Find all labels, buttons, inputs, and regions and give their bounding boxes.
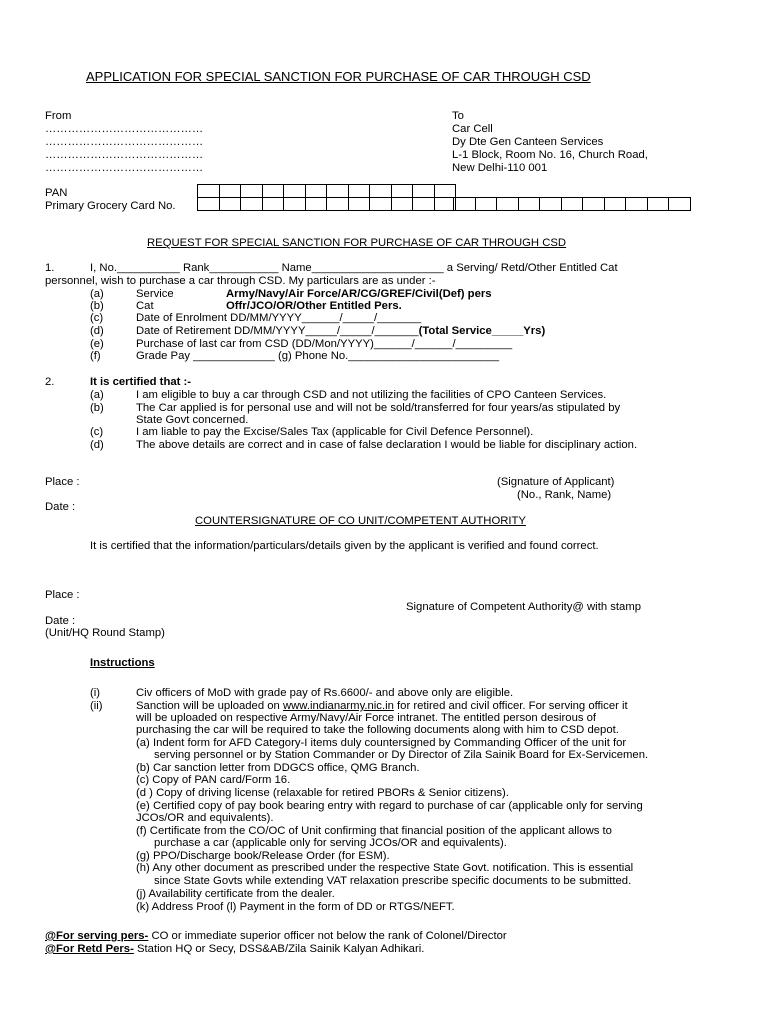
grocery-card-box[interactable]: [348, 198, 370, 211]
grocery-card-box[interactable]: [540, 198, 562, 211]
pan-box[interactable]: [370, 185, 392, 198]
cat-value: Offr/JCO/OR/Other Entitled Pers.: [226, 300, 402, 312]
document-item: (h) Any other document as prescribed under the respective State Govt. notification. This is essential: [136, 862, 634, 874]
para2-number: 2.: [45, 376, 55, 388]
document-item: (e) Certified copy of pay book bearing entry with regard to purchase of car (applicable only for serving: [136, 800, 643, 812]
grocery-card-box[interactable]: [561, 198, 583, 211]
item-key: (b): [90, 402, 104, 414]
place-label: Place :: [45, 589, 80, 601]
pan-grid: [197, 184, 456, 211]
document-item: (g) PPO/Discharge book/Release Order (for ESM).: [136, 850, 390, 862]
grade-pay-phone-field: Grade Pay _____________ (g) Phone No.________________________: [136, 350, 500, 362]
indianarmy-link[interactable]: www.indianarmy.nic.in: [282, 700, 394, 712]
retirement-date-text: Date of Retirement DD/MM/YYYY_____/_____/_______: [136, 325, 419, 337]
authority-signature-label: Signature of Competent Authority@ with stamp: [406, 601, 642, 613]
certification-item: The above details are correct and in case of false declaration I would be liable for disciplinary action.: [136, 439, 638, 451]
service-label: Service: [136, 288, 174, 300]
item-key: (b): [90, 300, 104, 312]
grocery-card-box[interactable]: [370, 198, 392, 211]
grocery-card-box[interactable]: [305, 198, 327, 211]
retirement-date-field: [136, 325, 545, 338]
instruction-item: Civ officers of MoD with grade pay of Rs.6600/- and above only are eligible.: [136, 687, 514, 699]
instruction-item: purchasing the car will be required to take the following documents along with him to CSD depot.: [136, 724, 619, 736]
item-key: (d): [90, 325, 104, 337]
document-item: since State Govts while extending VAT relaxation prescribe specific documents to be submitted.: [154, 875, 632, 887]
instruction-text: Sanction will be uploaded on: [136, 700, 283, 712]
document-item: (c) Copy of PAN card/Form 16.: [136, 774, 291, 786]
grocery-card-box[interactable]: [327, 198, 349, 211]
document-item: (b) Car sanction letter from DDGCS office, QMG Branch.: [136, 762, 420, 774]
document-item: (j) Availability certificate from the dealer.: [136, 888, 335, 900]
grocery-card-box[interactable]: [391, 198, 413, 211]
document-item: (k) Address Proof (l) Payment in the form of DD or RTGS/NEFT.: [136, 901, 455, 913]
footer-note-label: @For serving pers-: [45, 930, 149, 942]
instruction-item: will be uploaded on respective Army/Navy/Air Force intranet. The entitled person desirous of: [136, 712, 597, 724]
pan-box[interactable]: [305, 185, 327, 198]
to-line: Car Cell: [452, 123, 493, 135]
service-value: Army/Navy/Air Force/AR/CG/GREF/Civil(Def) pers: [226, 288, 492, 300]
grocery-card-box[interactable]: [475, 198, 497, 211]
para1-line2: personnel, wish to purchase a car through CSD. My particulars are as under :-: [45, 275, 436, 287]
to-line: New Delhi-110 001: [452, 162, 548, 174]
from-label: From: [45, 110, 72, 122]
pan-label: PAN: [45, 187, 68, 199]
from-line: ……………………………………: [45, 162, 204, 174]
certification-item: I am eligible to buy a car through CSD and not utilizing the facilities of CPO Canteen Services.: [136, 389, 607, 401]
footer-note-text: Station HQ or Secy, DSS&AB/Zila Sainik Kalyan Adhikari.: [133, 943, 425, 955]
to-label: To: [452, 110, 464, 122]
from-line: ……………………………………: [45, 149, 204, 161]
pan-box[interactable]: [241, 185, 263, 198]
to-line: L-1 Block, Room No. 16, Church Road,: [452, 149, 648, 161]
applicant-signature-label: (Signature of Applicant): [497, 476, 615, 488]
pan-box[interactable]: [434, 185, 456, 198]
grocery-card-box[interactable]: [583, 198, 605, 211]
pan-box[interactable]: [284, 185, 306, 198]
grocery-card-box[interactable]: [241, 198, 263, 211]
grocery-card-box[interactable]: [413, 198, 435, 211]
item-key: (a): [90, 288, 104, 300]
grocery-card-box[interactable]: [262, 198, 284, 211]
stamp-label: (Unit/HQ Round Stamp): [45, 627, 165, 639]
date-label: Date :: [45, 501, 76, 513]
pan-box[interactable]: [327, 185, 349, 198]
cat-label: Cat: [136, 300, 154, 312]
pan-box[interactable]: [219, 185, 241, 198]
enrolment-date-field: Date of Enrolment DD/MM/YYYY______/_____/_______: [136, 312, 422, 324]
document-item: (a) Indent form for AFD Category-I items duly countersigned by Commanding Officer of the unit for: [136, 737, 627, 749]
last-car-date-field: Purchase of last car from CSD (DD/Mon/YYYY)______/______/_________: [136, 338, 513, 350]
para1-number: 1.: [45, 262, 55, 274]
document-item: JCOs/OR and equivalents).: [136, 812, 274, 824]
item-key: (ii): [90, 700, 103, 712]
certification-item: The Car applied is for personal use and will not be sold/transferred for four years/as stipulated by: [136, 402, 621, 414]
pan-box[interactable]: [348, 185, 370, 198]
from-line: ……………………………………: [45, 123, 204, 135]
grocery-card-grid-extension: [453, 197, 691, 211]
footer-note-retd: [45, 943, 424, 956]
total-service-field: (Total Service_____Yrs): [418, 325, 546, 337]
place-label: Place :: [45, 476, 80, 488]
grocery-card-box[interactable]: [626, 198, 648, 211]
certification-item: State Govt concerned.: [136, 414, 249, 426]
document-item: (f) Certificate from the CO/OC of Unit confirming that financial position of the applicant allows to: [136, 825, 612, 837]
certified-heading: It is certified that :-: [90, 376, 192, 388]
pan-box[interactable]: [198, 185, 220, 198]
grocery-card-box[interactable]: [647, 198, 669, 211]
grocery-card-box[interactable]: [669, 198, 691, 211]
from-line: ……………………………………: [45, 136, 204, 148]
grocery-card-box[interactable]: [219, 198, 241, 211]
item-key: (d): [90, 439, 104, 451]
countersignature-text: It is certified that the information/particulars/details given by the applicant is verified and found correct.: [90, 540, 599, 552]
grocery-card-box[interactable]: [454, 198, 476, 211]
document-item: serving personnel or by Station Commander or Dy Director of Zila Sainik Board for Ex-Servicemen.: [154, 749, 649, 761]
item-key: (c): [90, 426, 104, 438]
pan-box[interactable]: [413, 185, 435, 198]
item-key: (f): [90, 350, 101, 362]
grocery-card-label: Primary Grocery Card No.: [45, 200, 176, 212]
grocery-card-box[interactable]: [497, 198, 519, 211]
instructions-heading: Instructions: [90, 657, 155, 669]
countersignature-heading: COUNTERSIGNATURE OF CO UNIT/COMPETENT AUTHORITY: [195, 515, 526, 527]
applicant-details-label: (No., Rank, Name): [517, 489, 612, 501]
grocery-card-box[interactable]: [604, 198, 626, 211]
item-key: (e): [90, 338, 104, 350]
footer-note-serving: [45, 930, 507, 943]
item-key: (c): [90, 312, 104, 324]
grocery-card-box[interactable]: [284, 198, 306, 211]
item-key: (a): [90, 389, 104, 401]
grocery-card-box[interactable]: [518, 198, 540, 211]
para1-line1: I, No.__________ Rank___________ Name_____________________ a Serving/ Retd/Other Entitled Cat: [90, 262, 618, 274]
to-line: Dy Dte Gen Canteen Services: [452, 136, 604, 148]
document-item: purchase a car (applicable only for serving JCOs/OR and equivalents).: [154, 837, 507, 849]
pan-box[interactable]: [391, 185, 413, 198]
footer-note-text: CO or immediate superior officer not below the rank of Colonel/Director: [148, 930, 507, 942]
footer-note-label: @For Retd Pers-: [45, 943, 134, 955]
item-key: (i): [90, 687, 101, 699]
date-label: Date :: [45, 615, 76, 627]
document-item: (d ) Copy of driving license (relaxable for retired PBORs & Senior citizens).: [136, 787, 509, 799]
instruction-text: for retired and civil officer. For serving officer it: [393, 700, 628, 712]
request-heading: REQUEST FOR SPECIAL SANCTION FOR PURCHASE OF CAR THROUGH CSD: [147, 237, 567, 249]
pan-box[interactable]: [262, 185, 284, 198]
grocery-card-box[interactable]: [198, 198, 220, 211]
page-title: APPLICATION FOR SPECIAL SANCTION FOR PURCHASE OF CAR THROUGH CSD: [86, 69, 591, 84]
certification-item: I am liable to pay the Excise/Sales Tax (applicable for Civil Defence Personnel).: [136, 426, 534, 438]
